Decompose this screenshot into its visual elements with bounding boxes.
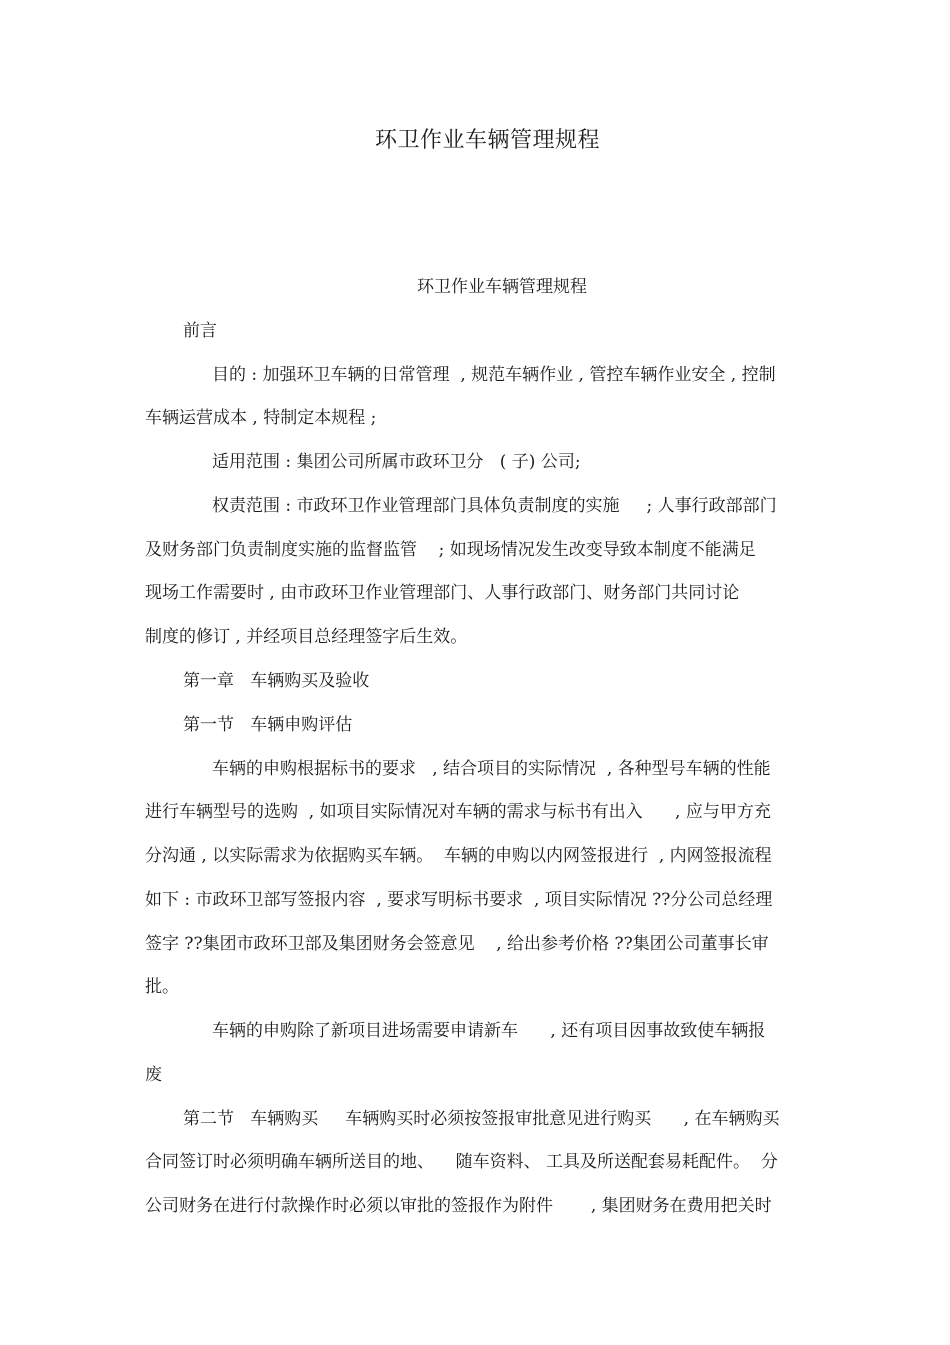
- section-heading: 第一节 车辆申购评估: [183, 715, 353, 735]
- paragraph-line: 公司财务在进行付款操作时必须以审批的签报作为附件 , 集团财务在费用把关时: [145, 1196, 772, 1216]
- paragraph-line: 及财务部门负责制度实施的监督监管 ; 如现场情况发生改变导致本制度不能满足: [145, 540, 756, 560]
- paragraph-line: 车辆的申购除了新项目进场需要申请新车 , 还有项目因事故致使车辆报: [212, 1021, 766, 1041]
- document-title: 环卫作业车辆管理规程: [374, 128, 600, 153]
- paragraph-line: 目的 : 加强环卫车辆的日常管理 , 规范车辆作业 , 管控车辆作业安全 , 控制: [212, 365, 776, 385]
- paragraph-line: 权责范围 : 市政环卫作业管理部门具体负责制度的实施 ; 人事行政部部门: [212, 496, 777, 516]
- paragraph-line: 批。: [145, 977, 179, 997]
- paragraph-line: 现场工作需要时 , 由市政环卫作业管理部门、人事行政部门、财务部门共同讨论: [145, 583, 740, 603]
- paragraph-line: 进行车辆型号的选购 , 如项目实际情况对车辆的需求与标书有出入 , 应与甲方充: [145, 802, 771, 822]
- section-heading-preface: 前言: [183, 321, 217, 341]
- paragraph-line: 分沟通 , 以实际需求为依据购买车辆。 车辆的申购以内网签报进行 , 内网签报流程: [145, 846, 772, 866]
- paragraph-line: 车辆运营成本 , 特制定本规程 ;: [145, 408, 377, 428]
- paragraph-line: 废: [145, 1065, 162, 1085]
- section-heading-line: 第二节 车辆购买 车辆购买时必须按签报审批意见进行购买 , 在车辆购买: [183, 1109, 780, 1129]
- chapter-heading: 第一章 车辆购买及验收: [183, 671, 370, 691]
- paragraph-line: 合同签订时必须明确车辆所送目的地、 随车资料、 工具及所送配套易耗配件。 分: [145, 1152, 778, 1172]
- paragraph-line: 适用范围 : 集团公司所属市政环卫分 ( 子) 公司;: [212, 452, 581, 472]
- document-subtitle: 环卫作业车辆管理规程: [417, 277, 587, 297]
- paragraph-line: 签字 ??集团市政环卫部及集团财务会签意见 , 给出参考价格 ??集团公司董事长审: [145, 934, 769, 954]
- paragraph-line: 如下 : 市政环卫部写签报内容 , 要求写明标书要求 , 项目实际情况 ??分公司总经理: [145, 890, 773, 910]
- paragraph-line: 车辆的申购根据标书的要求 , 结合项目的实际情况 , 各种型号车辆的性能: [212, 759, 771, 779]
- paragraph-line: 制度的修订 , 并经项目总经理签字后生效。: [145, 627, 468, 647]
